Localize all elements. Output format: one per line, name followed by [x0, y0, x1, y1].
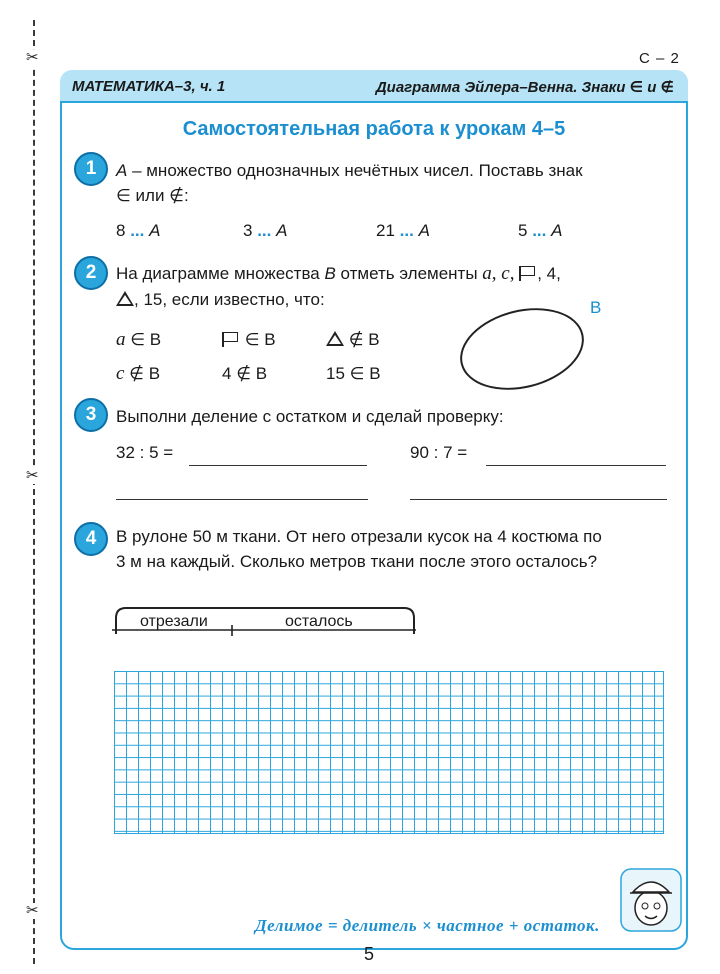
- header-subject: МАТЕМАТИКА–3, ч. 1: [72, 78, 226, 95]
- answer-line[interactable]: [486, 465, 666, 466]
- scissors-icon: ✂: [26, 902, 39, 919]
- task-2-number: 2: [74, 256, 108, 290]
- answer-gap[interactable]: ...: [532, 221, 547, 240]
- segment-label-remaining: осталось: [285, 613, 353, 630]
- task-1-item: 3 ... А: [243, 221, 288, 240]
- header-bar: [60, 70, 688, 103]
- page-title: Самостоятельная работа к урокам 4–5: [182, 118, 566, 140]
- condition-item: 4 ∉ В: [222, 364, 268, 383]
- condition-item: ∈ В: [222, 328, 276, 352]
- header-topic: Диаграмма Эйлера–Венна. Знаки ∈ и ∉: [375, 79, 674, 96]
- scissors-icon: ✂: [26, 467, 39, 484]
- cut-line: [33, 20, 35, 964]
- mascot-boy-icon: [620, 868, 682, 932]
- flag-icon: [222, 332, 240, 347]
- condition-item: c ∉ В: [116, 363, 161, 384]
- condition-item: 15 ∈ В: [326, 364, 381, 383]
- task-1-line-2: ∈ или ∉:: [116, 186, 189, 205]
- page-code: С – 2: [639, 50, 680, 67]
- division-rule-footer: Делимое = делитель × частное + остаток.: [255, 916, 600, 935]
- condition-item: ∉ В: [326, 328, 380, 352]
- task-4-line-2: 3 м на каждый. Сколько метров ткани после этого осталось?: [116, 552, 598, 571]
- division-expression-1: 32 : 5 =: [116, 443, 174, 462]
- task-1-text: – множество однозначных нечётных чисел. Поставь знак: [127, 161, 583, 180]
- task-1-line-1: [116, 159, 583, 183]
- check-line[interactable]: [410, 499, 667, 500]
- task-4-line-1: В рулоне 50 м ткани. От него отрезали кусок на 4 костюма по: [116, 527, 602, 546]
- flag-icon: [519, 266, 537, 281]
- task-1-item: 5 ... А: [518, 221, 563, 240]
- answer-gap[interactable]: ...: [130, 221, 145, 240]
- answer-gap[interactable]: ...: [399, 221, 414, 240]
- task-1-number: 1: [74, 152, 108, 186]
- triangle-icon: [116, 291, 134, 306]
- task-2-line-1: На диаграмме множества В отметь элементы a, c, , 4,: [116, 263, 561, 284]
- set-a-label: А: [116, 161, 128, 180]
- task-1-item: 8 ... А: [116, 221, 161, 240]
- scissors-icon: ✂: [26, 49, 39, 66]
- set-b-label: В: [590, 298, 602, 317]
- task-1-item: 21 ... А: [376, 221, 430, 240]
- division-expression-2: 90 : 7 =: [410, 443, 468, 462]
- answer-line[interactable]: [189, 465, 367, 466]
- task-4-number: 4: [74, 522, 108, 556]
- task-2-line-2: , 15, если известно, что:: [116, 288, 325, 312]
- task-3-number: 3: [74, 398, 108, 432]
- triangle-icon: [326, 331, 344, 346]
- task-3-text: Выполни деление с остатком и сделай проверку:: [116, 407, 504, 426]
- page-number: 5: [364, 944, 375, 964]
- condition-item: a ∈ В: [116, 329, 162, 350]
- check-line[interactable]: [116, 499, 368, 500]
- answer-grid[interactable]: [114, 671, 664, 834]
- segment-label-cut: отрезали: [140, 613, 208, 630]
- answer-gap[interactable]: ...: [257, 221, 272, 240]
